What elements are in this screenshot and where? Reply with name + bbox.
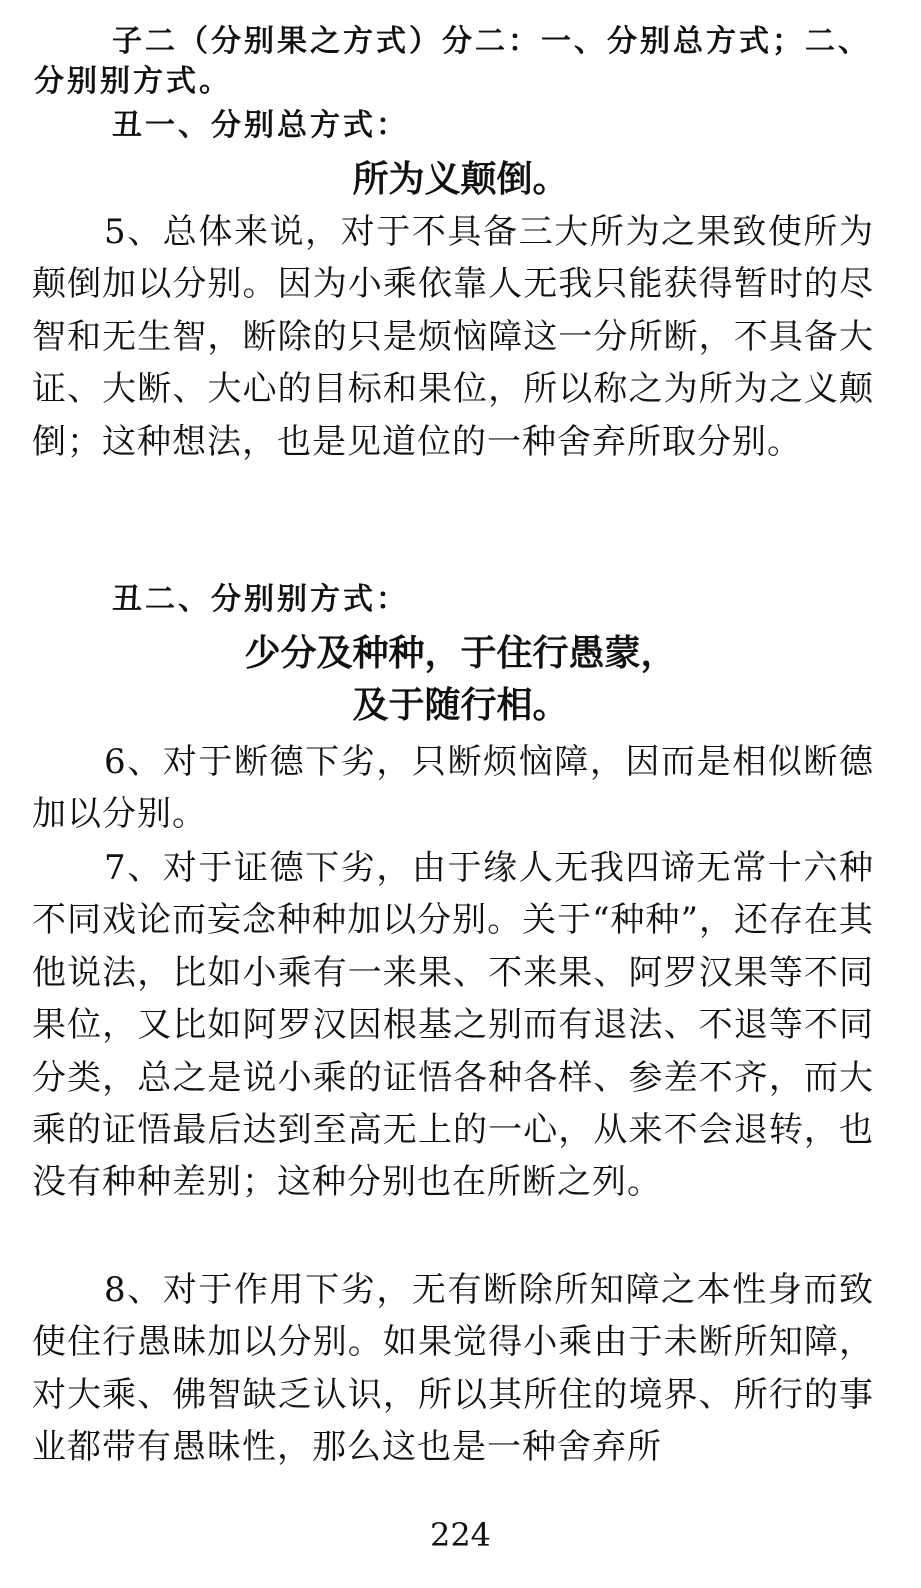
paragraph-6: 6、对于断德下劣，只断烦恼障，因而是相似断德加以分别。 <box>32 742 874 835</box>
root-verse-2-line-2: 及于随行相。 <box>352 685 569 726</box>
section-heading-chou2: 丑二、分别别方式： <box>112 582 409 617</box>
page-number: 224 <box>429 1516 492 1554</box>
root-verse-2 <box>0 628 921 732</box>
root-verse-2-line-1: 少分及种种，于住行愚蒙， <box>244 633 677 674</box>
paragraph-5: 5、总体来说，对于不具备三大所为之果致使所为颠倒加以分别。因为小乘依靠人无我只能获得暂时的尽智和无生智，断除的只是烦恼障这一分所断，不具备大证、大断、大心的目标和果位，所以称之为所为之义颠倒；这种想法，也是见道位的一种舍弃所取分别。 <box>32 212 874 462</box>
section-heading-top: 子二（分别果之方式）分二：一、分别总方式；二、分别别方式。 <box>34 24 871 99</box>
paragraph-7: 7、对于证德下劣，由于缘人无我四谛无常十六种不同戏论而妄念种种加以分别。关于“种种”，还存在其他说法，比如小乘有一来果、不来果、阿罗汉果等不同果位，又比如阿罗汉因根基之别而有退法、不退等不同分类，总之是说小乘的证悟各种各样、参差不齐，而大乘的证悟最后达到至高无上的一心，从来不会退转，也没有种种差别；这种分别也在所断之列。 <box>32 848 874 1203</box>
section-heading-chou1: 丑一、分别总方式： <box>112 108 409 143</box>
paragraph-8: 8、对于作用下劣，无有断除所知障之本性身而致使住行愚昧加以分别。如果觉得小乘由于未断所知障，对大乘、佛智缺乏认识，所以其所住的境界、所行的事业都带有愚昧性，那么这也是一种舍弃所 <box>32 1270 874 1468</box>
root-verse-1: 所为义颠倒。 <box>352 159 569 200</box>
